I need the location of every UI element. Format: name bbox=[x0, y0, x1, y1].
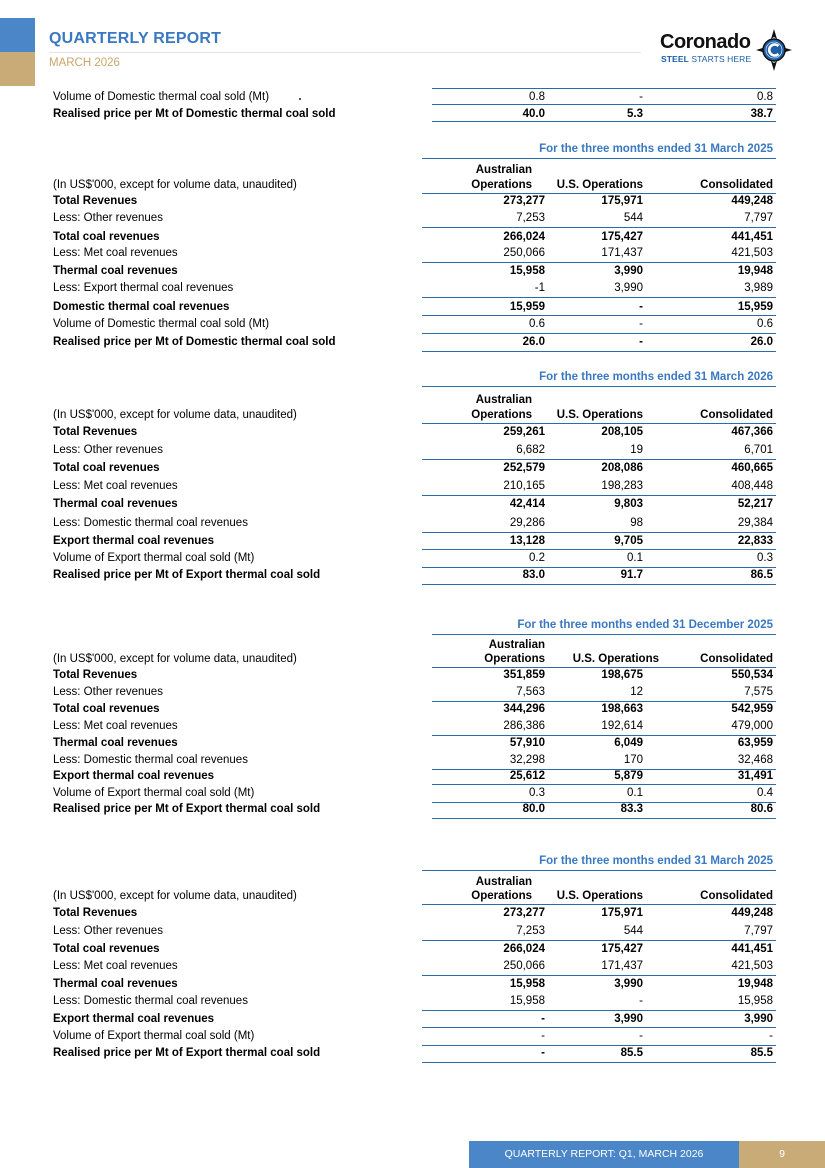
period-heading: For the three months ended 31 December 2025 bbox=[517, 619, 773, 631]
cell-australian-operations: - bbox=[541, 1013, 545, 1025]
cell-australian-operations: 42,414 bbox=[509, 498, 545, 510]
logo-tagline-bold: STEEL bbox=[661, 54, 689, 64]
cell-us-operations: 19 bbox=[630, 444, 643, 456]
cell-australian-operations: 250,066 bbox=[503, 960, 545, 972]
cell-us-operations: - bbox=[639, 301, 643, 313]
row-label: Thermal coal revenues bbox=[53, 265, 178, 277]
cell-australian-operations: 0.2 bbox=[529, 552, 545, 564]
row-label: Less: Met coal revenues bbox=[53, 480, 178, 492]
table-row bbox=[0, 316, 825, 332]
row-divider bbox=[432, 88, 776, 89]
col-header-australian-line2: Operations bbox=[471, 890, 532, 902]
table-row bbox=[0, 106, 825, 122]
cell-consolidated: 421,503 bbox=[731, 960, 773, 972]
table-row bbox=[0, 245, 825, 261]
cell-consolidated: 7,797 bbox=[744, 212, 773, 224]
row-label: Less: Domestic thermal coal revenues bbox=[53, 995, 248, 1007]
row-divider bbox=[432, 634, 776, 635]
cell-consolidated: 408,448 bbox=[731, 480, 773, 492]
row-label: Total coal revenues bbox=[53, 703, 160, 715]
table-row bbox=[0, 299, 825, 315]
table-row bbox=[0, 460, 825, 476]
cell-australian-operations: 252,579 bbox=[503, 462, 545, 474]
cell-us-operations: 5,879 bbox=[614, 770, 643, 782]
cell-us-operations: 175,971 bbox=[601, 907, 643, 919]
cell-consolidated: 479,000 bbox=[731, 720, 773, 732]
cell-us-operations: 91.7 bbox=[620, 569, 643, 581]
page-number: 9 bbox=[739, 1141, 825, 1168]
col-header-consolidated: Consolidated bbox=[700, 179, 773, 191]
table-row bbox=[0, 210, 825, 226]
row-divider bbox=[422, 386, 776, 387]
row-label: Thermal coal revenues bbox=[53, 498, 178, 510]
table-row bbox=[0, 1028, 825, 1044]
table-row bbox=[0, 941, 825, 957]
cell-australian-operations: 259,261 bbox=[503, 426, 545, 438]
row-label: Thermal coal revenues bbox=[53, 737, 178, 749]
cell-us-operations: 98 bbox=[630, 517, 643, 529]
table-row bbox=[0, 785, 825, 801]
col-header-us-operations: U.S. Operations bbox=[556, 179, 643, 191]
cell-australian-operations: 0.8 bbox=[529, 91, 545, 103]
table-row bbox=[0, 550, 825, 566]
row-divider bbox=[422, 351, 776, 352]
col-header-consolidated: Consolidated bbox=[700, 653, 773, 665]
table-row bbox=[0, 263, 825, 279]
cell-consolidated: 52,217 bbox=[737, 498, 773, 510]
row-label: Less: Other revenues bbox=[53, 925, 163, 937]
cell-australian-operations: 32,298 bbox=[509, 754, 545, 766]
cell-consolidated: 467,366 bbox=[731, 426, 773, 438]
cell-australian-operations: 351,859 bbox=[503, 669, 545, 681]
cell-us-operations: 544 bbox=[623, 212, 643, 224]
cell-australian-operations: 273,277 bbox=[503, 907, 545, 919]
col-header-australian-line2: Operations bbox=[471, 409, 532, 421]
report-date: MARCH 2026 bbox=[49, 57, 120, 69]
table-row bbox=[0, 442, 825, 458]
cell-us-operations: 3,990 bbox=[614, 978, 643, 990]
cell-us-operations: 544 bbox=[623, 925, 643, 937]
row-label: Less: Export thermal coal revenues bbox=[53, 282, 234, 294]
cell-us-operations: - bbox=[639, 995, 643, 1007]
cell-australian-operations: 266,024 bbox=[503, 231, 545, 243]
coronado-logo bbox=[660, 31, 790, 75]
row-label: Total Revenues bbox=[53, 426, 138, 438]
cell-us-operations: 0.1 bbox=[627, 552, 643, 564]
col-header-consolidated: Consolidated bbox=[700, 409, 773, 421]
cell-australian-operations: - bbox=[541, 1030, 545, 1042]
table-row bbox=[0, 478, 825, 494]
cell-us-operations: 9,803 bbox=[614, 498, 643, 510]
cell-consolidated: 542,959 bbox=[731, 703, 773, 715]
table-row bbox=[0, 752, 825, 768]
cell-us-operations: 175,427 bbox=[601, 231, 643, 243]
cell-consolidated: 15,959 bbox=[737, 301, 773, 313]
table-row bbox=[0, 923, 825, 939]
table-row bbox=[0, 684, 825, 700]
logo-tagline-rest: STARTS HERE bbox=[688, 54, 752, 64]
table-row bbox=[0, 701, 825, 717]
row-divider bbox=[422, 297, 776, 298]
cell-us-operations: 3,990 bbox=[614, 282, 643, 294]
col-header-us-operations: U.S. Operations bbox=[572, 653, 659, 665]
col-header-us-operations: U.S. Operations bbox=[556, 890, 643, 902]
cell-us-operations: 175,971 bbox=[601, 195, 643, 207]
row-label: Realised price per Mt of Export thermal coal sold bbox=[53, 1047, 321, 1059]
cell-consolidated: 3,989 bbox=[744, 282, 773, 294]
cell-us-operations: 192,614 bbox=[601, 720, 643, 732]
row-divider bbox=[432, 818, 776, 819]
row-divider bbox=[432, 104, 776, 105]
cell-australian-operations: 13,128 bbox=[509, 535, 545, 547]
header-divider bbox=[49, 52, 641, 53]
row-label: Total Revenues bbox=[53, 195, 138, 207]
cell-consolidated: 441,451 bbox=[731, 231, 773, 243]
table-row bbox=[0, 89, 825, 105]
row-label: Total Revenues bbox=[53, 669, 138, 681]
cell-consolidated: 85.5 bbox=[750, 1047, 773, 1059]
row-label: Total Revenues bbox=[53, 907, 138, 919]
period-heading: For the three months ended 31 March 2025 bbox=[539, 143, 773, 155]
row-label: Less: Domestic thermal coal revenues bbox=[53, 517, 248, 529]
cell-australian-operations: 40.0 bbox=[522, 108, 545, 120]
cell-us-operations: 0.1 bbox=[627, 787, 643, 799]
cell-consolidated: 38.7 bbox=[750, 108, 773, 120]
cell-us-operations: - bbox=[639, 318, 643, 330]
row-label: Less: Other revenues bbox=[53, 686, 163, 698]
cell-consolidated: 441,451 bbox=[731, 943, 773, 955]
table-row bbox=[0, 334, 825, 350]
table-row bbox=[0, 496, 825, 512]
row-divider bbox=[432, 121, 776, 122]
period-heading: For the three months ended 31 March 2026 bbox=[539, 371, 773, 383]
row-label: Volume of Export thermal coal sold (Mt) bbox=[53, 787, 255, 799]
logo-wordmark: Coronado bbox=[660, 31, 751, 53]
cell-us-operations: - bbox=[639, 91, 643, 103]
cell-australian-operations: 26.0 bbox=[522, 336, 545, 348]
row-label: Less: Other revenues bbox=[53, 212, 163, 224]
cell-consolidated: 31,491 bbox=[737, 770, 773, 782]
cell-australian-operations: 344,296 bbox=[503, 703, 545, 715]
units-note: (In US$'000, except for volume data, unaudited) bbox=[53, 653, 297, 665]
row-label: Less: Met coal revenues bbox=[53, 720, 178, 732]
row-label: Less: Met coal revenues bbox=[53, 247, 178, 259]
units-note: (In US$'000, except for volume data, unaudited) bbox=[53, 179, 297, 191]
col-header-consolidated: Consolidated bbox=[700, 890, 773, 902]
table-row bbox=[0, 718, 825, 734]
cell-australian-operations: -1 bbox=[534, 282, 545, 294]
table-row bbox=[0, 768, 825, 784]
cell-us-operations: 12 bbox=[630, 686, 643, 698]
cell-us-operations: 5.3 bbox=[627, 108, 643, 120]
cell-consolidated: 3,990 bbox=[744, 1013, 773, 1025]
table-row bbox=[0, 1045, 825, 1061]
row-label: Less: Other revenues bbox=[53, 444, 163, 456]
header-accent-gold bbox=[0, 52, 35, 86]
col-header-australian-line1: Australian bbox=[488, 639, 545, 651]
cell-consolidated: 22,833 bbox=[737, 535, 773, 547]
cell-australian-operations: 7,563 bbox=[516, 686, 545, 698]
cell-consolidated: 29,384 bbox=[737, 517, 773, 529]
cell-australian-operations: 0.3 bbox=[529, 787, 545, 799]
table-row bbox=[0, 280, 825, 296]
units-note: (In US$'000, except for volume data, unaudited) bbox=[53, 890, 297, 902]
cell-consolidated: 26.0 bbox=[750, 336, 773, 348]
cell-australian-operations: 15,958 bbox=[509, 995, 545, 1007]
cell-us-operations: 6,049 bbox=[614, 737, 643, 749]
footer-report-label: QUARTERLY REPORT: Q1, MARCH 2026 bbox=[469, 1141, 739, 1168]
cell-australian-operations: 7,253 bbox=[516, 925, 545, 937]
table-row bbox=[0, 735, 825, 751]
cell-consolidated: 0.4 bbox=[757, 787, 773, 799]
row-divider bbox=[422, 158, 776, 159]
row-label: Export thermal coal revenues bbox=[53, 1013, 215, 1025]
cell-us-operations: 171,437 bbox=[601, 247, 643, 259]
cell-consolidated: 7,797 bbox=[744, 925, 773, 937]
col-header-australian-line1: Australian bbox=[475, 164, 532, 176]
table-row bbox=[0, 424, 825, 440]
cell-australian-operations: 7,253 bbox=[516, 212, 545, 224]
cell-consolidated: 80.6 bbox=[750, 803, 773, 815]
row-label: Realised price per Mt of Domestic thermal coal sold bbox=[53, 336, 336, 348]
cell-us-operations: 198,283 bbox=[601, 480, 643, 492]
row-label: Volume of Domestic thermal coal sold (Mt) bbox=[53, 91, 270, 103]
cell-us-operations: 83.3 bbox=[620, 803, 643, 815]
cell-us-operations: 3,990 bbox=[614, 1013, 643, 1025]
cell-consolidated: 0.8 bbox=[757, 91, 773, 103]
cell-us-operations: 9,705 bbox=[614, 535, 643, 547]
period-heading: For the three months ended 31 March 2025 bbox=[539, 855, 773, 867]
cell-us-operations: 85.5 bbox=[620, 1047, 643, 1059]
report-title: QUARTERLY REPORT bbox=[49, 30, 222, 47]
cell-us-operations: 171,437 bbox=[601, 960, 643, 972]
cell-consolidated: 0.6 bbox=[757, 318, 773, 330]
table-row bbox=[0, 905, 825, 921]
cell-australian-operations: 15,958 bbox=[509, 265, 545, 277]
table-row bbox=[0, 1011, 825, 1027]
units-note: (In US$'000, except for volume data, unaudited) bbox=[53, 409, 297, 421]
cell-us-operations: - bbox=[639, 1030, 643, 1042]
row-label: Realised price per Mt of Export thermal coal sold bbox=[53, 569, 321, 581]
row-divider bbox=[422, 870, 776, 871]
cell-australian-operations: 273,277 bbox=[503, 195, 545, 207]
cell-us-operations: 3,990 bbox=[614, 265, 643, 277]
row-label: Volume of Export thermal coal sold (Mt) bbox=[53, 1030, 255, 1042]
cell-consolidated: 7,575 bbox=[744, 686, 773, 698]
table-row bbox=[0, 567, 825, 583]
cell-consolidated: 19,948 bbox=[737, 978, 773, 990]
row-label: Realised price per Mt of Export thermal coal sold bbox=[53, 803, 321, 815]
cell-australian-operations: 83.0 bbox=[522, 569, 545, 581]
cell-consolidated: 15,958 bbox=[737, 995, 773, 1007]
logo-tagline bbox=[661, 54, 751, 64]
cell-australian-operations: 25,612 bbox=[509, 770, 545, 782]
col-header-australian-line2: Operations bbox=[471, 179, 532, 191]
row-label: Total coal revenues bbox=[53, 462, 160, 474]
table-row bbox=[0, 801, 825, 817]
cell-consolidated: 421,503 bbox=[731, 247, 773, 259]
cell-consolidated: 63,959 bbox=[737, 737, 773, 749]
cell-australian-operations: 57,910 bbox=[509, 737, 545, 749]
cell-consolidated: 19,948 bbox=[737, 265, 773, 277]
cell-consolidated: 550,534 bbox=[731, 669, 773, 681]
cell-australian-operations: - bbox=[541, 1047, 545, 1059]
cell-australian-operations: 250,066 bbox=[503, 247, 545, 259]
row-label: Realised price per Mt of Domestic thermal coal sold bbox=[53, 108, 336, 120]
table-row bbox=[0, 533, 825, 549]
row-label: Less: Met coal revenues bbox=[53, 960, 178, 972]
table-row bbox=[0, 993, 825, 1009]
row-label: Total coal revenues bbox=[53, 943, 160, 955]
globe-c-compass-icon bbox=[756, 29, 792, 71]
cell-australian-operations: 6,682 bbox=[516, 444, 545, 456]
row-label: Thermal coal revenues bbox=[53, 978, 178, 990]
cell-us-operations: 208,086 bbox=[601, 462, 643, 474]
row-label: Total coal revenues bbox=[53, 231, 160, 243]
row-label: Less: Domestic thermal coal revenues bbox=[53, 754, 248, 766]
col-header-australian-line1: Australian bbox=[475, 876, 532, 888]
cell-us-operations: 170 bbox=[623, 754, 643, 766]
cell-australian-operations: 29,286 bbox=[509, 517, 545, 529]
row-label: Volume of Domestic thermal coal sold (Mt) bbox=[53, 318, 270, 330]
row-label: Volume of Export thermal coal sold (Mt) bbox=[53, 552, 255, 564]
table-row bbox=[0, 976, 825, 992]
row-divider bbox=[422, 227, 776, 228]
cell-us-operations: - bbox=[639, 336, 643, 348]
table-row bbox=[0, 193, 825, 209]
col-header-us-operations: U.S. Operations bbox=[556, 409, 643, 421]
row-divider bbox=[422, 584, 776, 585]
cell-consolidated: 449,248 bbox=[731, 195, 773, 207]
cell-us-operations: 198,663 bbox=[601, 703, 643, 715]
col-header-australian-line1: Australian bbox=[475, 394, 532, 406]
table-row bbox=[0, 667, 825, 683]
row-label: Domestic thermal coal revenues bbox=[53, 301, 230, 313]
table-row bbox=[0, 958, 825, 974]
cell-australian-operations: 15,959 bbox=[509, 301, 545, 313]
cell-us-operations: 198,675 bbox=[601, 669, 643, 681]
cell-australian-operations: 286,386 bbox=[503, 720, 545, 732]
col-header-australian-line2: Operations bbox=[484, 653, 545, 665]
table-row bbox=[0, 515, 825, 531]
cell-consolidated: 460,665 bbox=[731, 462, 773, 474]
cell-us-operations: 208,105 bbox=[601, 426, 643, 438]
cell-consolidated: 6,701 bbox=[744, 444, 773, 456]
cell-australian-operations: 80.0 bbox=[522, 803, 545, 815]
cell-consolidated: - bbox=[769, 1030, 773, 1042]
table-row bbox=[0, 229, 825, 245]
cell-us-operations: 175,427 bbox=[601, 943, 643, 955]
row-label: Export thermal coal revenues bbox=[53, 535, 215, 547]
header-accent-blue bbox=[0, 18, 35, 52]
cell-australian-operations: 210,165 bbox=[503, 480, 545, 492]
cell-consolidated: 86.5 bbox=[750, 569, 773, 581]
row-divider bbox=[422, 1062, 776, 1063]
cell-australian-operations: 0.6 bbox=[529, 318, 545, 330]
cell-consolidated: 449,248 bbox=[731, 907, 773, 919]
cell-australian-operations: 266,024 bbox=[503, 943, 545, 955]
cell-australian-operations: 15,958 bbox=[509, 978, 545, 990]
row-label: Export thermal coal revenues bbox=[53, 770, 215, 782]
cell-consolidated: 0.3 bbox=[757, 552, 773, 564]
cell-consolidated: 32,468 bbox=[737, 754, 773, 766]
